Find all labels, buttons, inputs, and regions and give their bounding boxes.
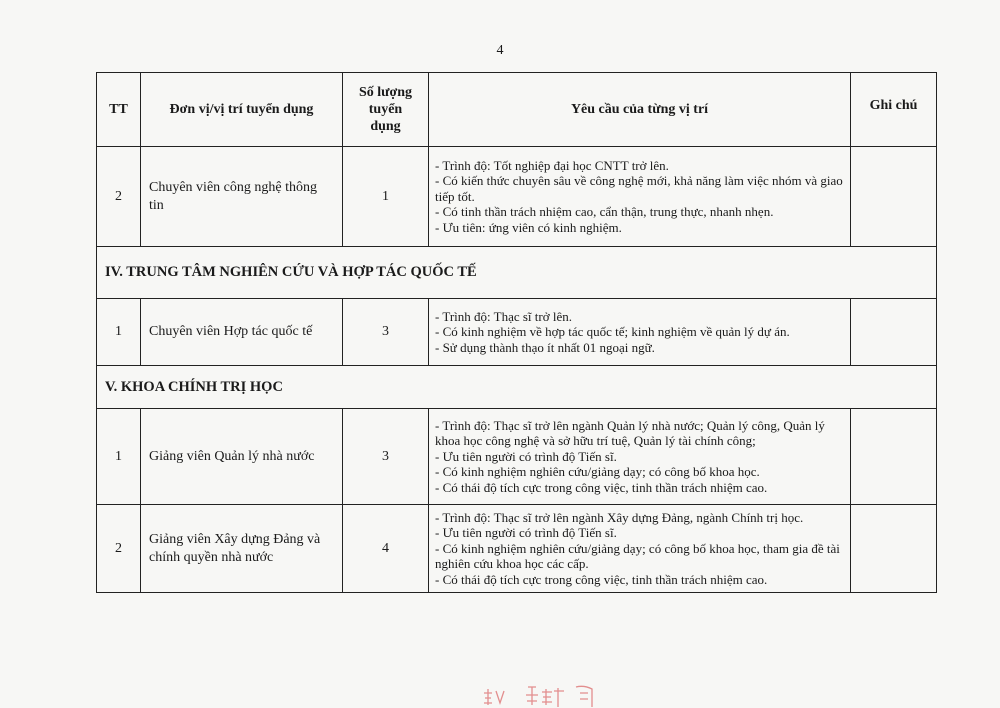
requirement-line: - Trình độ: Thạc sĩ trở lên.	[435, 308, 572, 324]
header-tt: TT	[97, 73, 141, 147]
cell-quantity: 3	[343, 409, 429, 505]
requirement-line: - Trình độ: Thạc sĩ trở lên ngành Xây dựng Đảng, ngành Chính trị học.	[435, 509, 804, 525]
cell-requirements	[429, 299, 851, 366]
requirement-line: - Trình độ: Tốt nghiệp đại học CNTT trở lên.	[435, 157, 669, 173]
requirement-line: - Sử dụng thành thạo ít nhất 01 ngoại ngữ.	[435, 339, 655, 355]
cell-tt: 2	[97, 505, 141, 593]
requirement-line: - Ưu tiên: ứng viên có kinh nghiệm.	[435, 219, 622, 235]
header-unit: Đơn vị/vị trí tuyển dụng	[141, 73, 343, 147]
header-note: Ghi chú	[851, 73, 937, 147]
cell-tt: 2	[97, 147, 141, 247]
cell-requirements	[429, 409, 851, 505]
table-row	[97, 409, 937, 505]
cell-requirements	[429, 147, 851, 247]
cell-quantity: 3	[343, 299, 429, 366]
table-row	[97, 299, 937, 366]
table-row	[97, 147, 937, 247]
cell-note	[851, 299, 937, 366]
requirement-line: - Có kiến thức chuyên sâu về công nghệ mới, khả năng làm việc nhóm và giao tiếp tốt.	[435, 173, 843, 204]
recruitment-table	[96, 72, 937, 593]
requirement-line: - Trình độ: Thạc sĩ trở lên ngành Quản lý nhà nước; Quản lý công, Quản lý khoa học công nghệ và sở hữu trí tuệ, Quản lý tài chính công;	[435, 417, 825, 449]
cell-unit: Giảng viên Quản lý nhà nước	[141, 409, 343, 505]
header-quantity: Số lượng tuyển dụng	[343, 73, 429, 147]
section-row	[97, 366, 937, 409]
requirement-line: - Có kinh nghiệm nghiên cứu/giảng dạy; có công bố khoa học, tham gia đề tài nghiên cứu khoa học các cấp.	[435, 540, 840, 572]
cell-requirements	[429, 505, 851, 593]
section-row	[97, 247, 937, 299]
cell-tt: 1	[97, 299, 141, 366]
header-requirements: Yêu cầu của từng vị trí	[429, 73, 851, 147]
table-row	[97, 505, 937, 593]
requirement-line: - Ưu tiên người có trình độ Tiến sĩ.	[435, 448, 617, 464]
cell-tt: 1	[97, 409, 141, 505]
cell-unit: Chuyên viên Hợp tác quốc tế	[141, 299, 343, 366]
cell-note	[851, 147, 937, 247]
requirement-line: - Có kinh nghiệm nghiên cứu/giảng dạy; có công bố khoa học.	[435, 464, 760, 480]
table-header-row	[97, 73, 937, 147]
cell-unit: Chuyên viên công nghệ thông tin	[141, 147, 343, 247]
requirement-line: - Có kinh nghiệm về hợp tác quốc tế; kinh nghiệm về quản lý dự án.	[435, 324, 790, 340]
page-number: 4	[496, 43, 504, 58]
requirement-line: - Có thái độ tích cực trong công việc, tinh thần trách nhiệm cao.	[435, 571, 768, 587]
cell-quantity: 1	[343, 147, 429, 247]
section-title-v: V. KHOA CHÍNH TRỊ HỌC	[97, 366, 937, 409]
cell-note	[851, 409, 937, 505]
cell-note	[851, 505, 937, 593]
requirement-line: - Có tinh thần trách nhiệm cao, cẩn thận, trung thực, nhanh nhẹn.	[435, 204, 774, 220]
stamp-mark	[480, 683, 610, 708]
section-title-iv: IV. TRUNG TÂM NGHIÊN CỨU VÀ HỢP TÁC QUỐC TẾ	[97, 247, 937, 299]
cell-unit: Giảng viên Xây dựng Đảng và chính quyền nhà nước	[141, 505, 343, 593]
requirement-line: - Có thái độ tích cực trong công việc, tinh thần trách nhiệm cao.	[435, 479, 768, 495]
cell-quantity: 4	[343, 505, 429, 593]
stamp-strokes	[484, 686, 592, 707]
requirement-line: - Ưu tiên người có trình độ Tiến sĩ.	[435, 525, 617, 541]
